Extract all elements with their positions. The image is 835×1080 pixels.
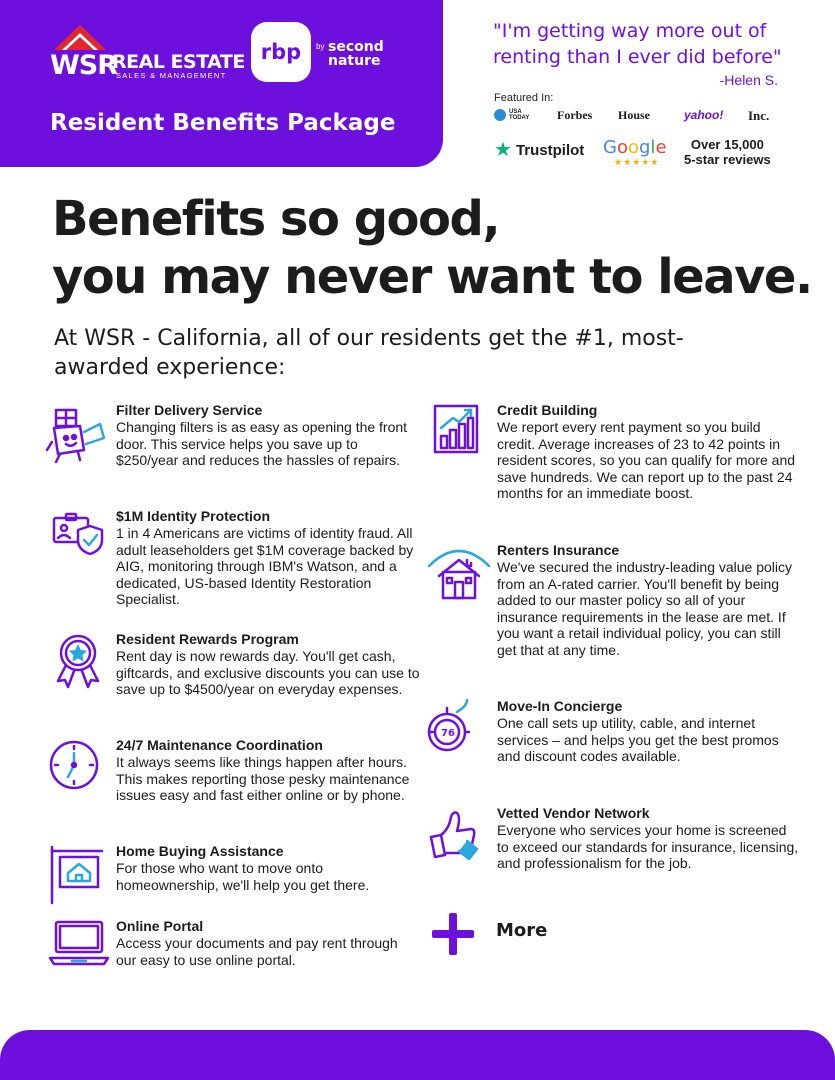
- benefit-title: $1M Identity Protection: [116, 508, 271, 524]
- benefit-title: Filter Delivery Service: [116, 402, 263, 418]
- reviews-count: Over 15,000 5-star reviews: [684, 137, 771, 167]
- plus-icon: [432, 913, 474, 955]
- second-nature-logo: second nature: [328, 39, 384, 69]
- svg-text:76: 76: [441, 728, 455, 739]
- subhead: At WSR - California, all of our residents get the #1, most-awarded experience:: [54, 326, 684, 380]
- clock-icon: [46, 737, 110, 801]
- footer-bar: [0, 1030, 835, 1080]
- thumbs-up-icon: [427, 805, 491, 869]
- testimonial-quote: "I'm getting way more out of renting than I ever did before": [493, 20, 782, 68]
- benefit-title: Vetted Vendor Network: [497, 805, 650, 821]
- featured-in-label: Featured In:: [494, 92, 554, 104]
- benefit-title: Renters Insurance: [497, 542, 620, 558]
- benefit-text: Access your documents and pay rent through our easy to use online portal.: [116, 935, 398, 968]
- testimonial-author: -Helen S.: [719, 72, 778, 88]
- trustpilot-star-icon: ★: [494, 139, 512, 161]
- wsr-letters: WSR: [50, 50, 118, 81]
- second-nature-by: by: [316, 42, 325, 51]
- inc-logo: Inc.: [748, 108, 770, 123]
- more-label: More: [496, 920, 548, 941]
- benefit-text: Rent day is now rewards day. You'll get cash, giftcards, and exclusive discounts you can use to save up to $4500/year on everyday expenses.: [116, 648, 420, 697]
- wsr-tagline: SALES & MANAGEMENT: [116, 71, 227, 80]
- benefit-title: Online Portal: [116, 918, 204, 934]
- usa-today-dot-icon: [494, 109, 506, 121]
- header-panel: [0, 0, 443, 167]
- benefit-text: It always seems like things happen after hours. This makes reporting those pesky maintenance issues easy and fast either online or by phone.: [116, 754, 410, 803]
- google-stars-icon: ★★★★★: [614, 157, 660, 167]
- package-title: Resident Benefits Package: [50, 110, 396, 136]
- benefit-title: 24/7 Maintenance Coordination: [116, 737, 323, 753]
- forbes-logo: Forbes: [557, 108, 593, 122]
- benefit-title: Credit Building: [497, 402, 598, 418]
- trustpilot-logo: ★ Trustpilot: [494, 139, 585, 161]
- home-sign-icon: [46, 843, 110, 907]
- filter-box-icon: [46, 402, 110, 466]
- rbp-logo: [251, 22, 311, 82]
- bar-chart-icon: [427, 402, 491, 466]
- benefit-text: Changing filters is as easy as opening the front door. This service helps you save up to $250/year and reduces the hassles of repairs.: [116, 419, 408, 468]
- benefit-title: Resident Rewards Program: [116, 631, 299, 647]
- usa-today-logo: USA TODAY: [494, 109, 531, 121]
- rbp-logo-text: rbp: [260, 40, 302, 64]
- house-logo: House: [618, 108, 651, 122]
- house-umbrella-icon: [427, 542, 491, 606]
- benefit-title: Move-In Concierge: [497, 698, 623, 714]
- id-shield-icon: [46, 508, 110, 572]
- laptop-icon: [46, 918, 110, 982]
- wsr-company-name: REAL ESTATE: [112, 51, 245, 73]
- google-logo: Google: [603, 137, 667, 158]
- thermostat-icon: [427, 698, 491, 762]
- benefit-title: Home Buying Assistance: [116, 843, 284, 859]
- benefit-text: Everyone who services your home is screened to exceed our standards for insurance, licensing, and professionalism for the job.: [497, 822, 799, 871]
- benefit-text: We report every rent payment so you build credit. Average increases of 23 to 42 points in resident scores, so you can qualify for more and save hundreds. We can report up to the past 24 months for an immediate boost.: [497, 419, 796, 501]
- benefit-text: 1 in 4 Americans are victims of identity fraud. All adult leaseholders get $1M coverage backed by AIG, monitoring through IBM's Watson, and a dedicated, US-based Identity Restoration Specialist.: [116, 525, 414, 607]
- headline-line-2: you may never want to leave.: [52, 249, 812, 305]
- yahoo-logo: yahoo!: [684, 108, 724, 122]
- benefit-text: For those who want to move onto homeownership, we'll help you get there.: [116, 860, 370, 893]
- headline: [52, 190, 812, 306]
- award-ribbon-icon: [46, 631, 110, 695]
- roof-icon: [52, 22, 108, 52]
- wsr-logo: [50, 22, 245, 82]
- benefit-text: One call sets up utility, cable, and internet services – and helps you get the best promos and discount codes available.: [497, 715, 779, 764]
- headline-line-1: Benefits so good,: [52, 191, 500, 247]
- benefit-text: We've secured the industry-leading value policy from an A-rated carrier. You'll benefit by being added to our master policy so all of your insurance requirements in the lease are met. If you want a retail individual policy, you can still get that at any time.: [497, 559, 793, 658]
